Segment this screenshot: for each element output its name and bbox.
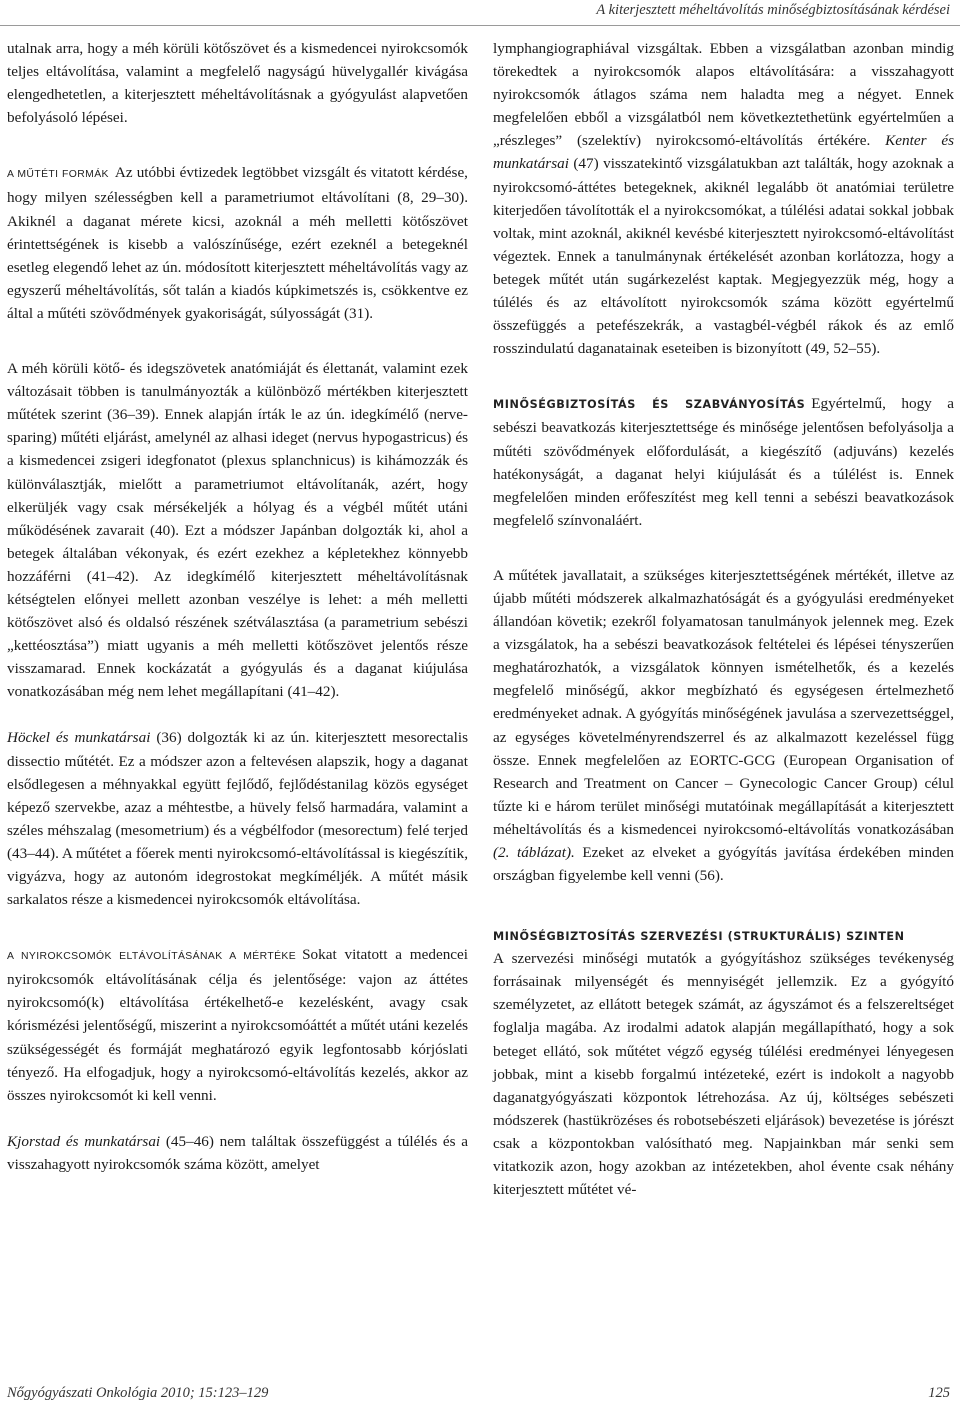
paragraph-text: (36) dolgozták ki az ún. kiterjesztett mesorectalis dissectio műtétét. Ez a módszer azon a feltevésen alapszik, hogy a daganat elsődlegesen a méhnyakkal együtt fejlődő, fejlődéstanilag közös egységet képező szervekbe, azaz a méhtestbe, a hüvely felső harmadára, valamint a széles méhszalag (mesometrium) és a végbélfodor (mesorectum) felé terjed (43–44). A műtétet a főerek menti nyirokcsomó-eltávolítással is kiegészítik, vigyázva, hogy az autonóm idegrostokat megkíméljék. A műtét másik sarkalatos része a kismedencei nyirokcsomók eltávolítása. (7, 729, 469, 909)
journal-citation: Nőgyógyászati Onkológia 2010; 15:123–129 (7, 1385, 269, 1401)
header-rule (0, 25, 960, 26)
section-muteti-formak (7, 161, 468, 325)
author-citation: Kjorstad és munkatársai (7, 1132, 161, 1150)
paragraph (493, 564, 954, 887)
paragraph (493, 37, 954, 360)
section-minosegbiztositas (493, 392, 954, 532)
author-citation: Höckel és munkatársai (7, 729, 151, 747)
paragraph-text: (45–46) nem találtak összefüggést a túlélés és a visszahagyott nyirokcsomók száma között, amelyet (7, 1132, 469, 1173)
section-text: Az utóbbi évtizedek legtöbbet vizsgált és vitatott kérdése, hogy milyen szélességben kell a parametriumot eltávolítani (8, 29–30). Akiknél a daganat mérete kicsi, azoknál a méh melletti kötőszövet érintettségének is kisebb a valószínűsége, ezért ezeknél a betegeknél esetleg elegendő lehet az ún. módosított kiterjesztett méheltávolítás vagy az egyszerű méheltávolítás, sőt talán a kiadós kúpkimetszés is, csökkentve ez által a műtéti szövődmények gyakoriságát, súlyosságát (31). (7, 164, 468, 322)
section-heading: A NYIROKCSOMÓK ELTÁVOLÍTÁSÁNAK A MÉRTÉKE (7, 951, 297, 963)
table-reference: (2. táblázat). (493, 844, 575, 861)
paragraph (7, 1130, 468, 1176)
section-strukturalis (493, 927, 954, 1201)
paragraph-text: (47) visszatekintő vizsgálatukban azt találták, hogy azoknak a nyirokcsomó-áttétes betegeknek, akiknél legalább öt anatómiai területre kiterjedően távolították el a nyirokcsomókat, a túlélési adatai sokkal jobbak voltak, mint azoknál, akiknél kevésbé kiterjesztett nyirokcsomó-eltávolítást végeztek. Ennek a tanulmánynak értékelését azonban korlátozza, hogy a betegek műtét után sugárkezelést kaptak. Megjegyezzük még, hogy a túlélés és az eltávolított nyirokcsomók száma között egyértelmű összefüggés a petefészekrák, a vastagbél-végbél rákok és az emlő rosszindulatú daganatainak eseteiben is bizonyított (49, 52–55). (493, 155, 954, 358)
paragraph-text: lymphangiographiával vizsgáltak. Ebben a vizsgálatban azonban mindig törekedtek a nyirokcsomók alapos eltávolítására: a visszahagyott nyirokcsomók átlagos száma nem haladta meg a négyet. Ennek megfelelően ebből a vizsgálatból nem következtethetünk egyértelműen a „részleges” (szelektív) nyirokcsomó-eltávolítás értékére. (493, 40, 954, 150)
running-head: A kiterjesztett méheltávolítás minőségbiztosításának kérdései (596, 2, 950, 18)
paragraph: A méh körüli kötő- és idegszövetek anatómiáját és élettanát, valamint ezek változásait többen is tanulmányozták a különböző mértékben kiterjesztett műtétek szerint (36–39). Ennek alapján írták le az ún. idegkímélő (nerve-sparing) műtéti eljárást, amelynél az alhasi ideget (nervus hypogastricus) és a kismedencei zsigeri idegfonatot (plexus splanchnicus) is kihámozzák és különválasztják, mielőtt a parametriumot eltávolítanák, azért, hogy elkerüljék vagy csak mérsékeljék a hólyag és a végbél műtét utáni működésének zavarait (40). Ezt a módszer Japánban dolgozták ki, ahol a betegek általában vékonyak, és ezért ezekhez a képletekhez könnyebb hozzáférni (41–42). Az idegkímélő kiterjesztett méheltávolításnak kétségtelen előnyei mellett azonban veszélye is lehet: a méh melletti kötőszövet alsó és oldalsó részének szétválasztása (a parametrium sebészi „kettéosztása”) miatt ugyanis a méh melletti kötőszövet jelentős része visszamarad. Ennek kockázatát a gyógyulás és a daganat kiújulása vonatkozásában még nem lehet megállapítani (41–42). (7, 360, 468, 701)
paragraph (7, 726, 468, 911)
paragraph: utalnak arra, hogy a méh körüli kötőszövet és a kismedencei nyirokcsomók teljes eltávolítása, valamint a megfelelő nagyságú hüvelygallér kivágása elengedhetetlen, a kiterjesztett méheltávolításnak a gyógyulást alapvetően befolyásoló lépései. (7, 40, 468, 127)
paragraph-text: Ezeket az elveket a gyógyítás javítása érdekében minden országban figyelembe kell venni (56). (493, 844, 955, 885)
section-heading: A MŰTÉTI FORMÁK (7, 169, 109, 181)
section-heading: MINŐSÉGBIZTOSÍTÁS ÉS SZABVÁNYOSÍTÁS (493, 398, 806, 412)
right-column (493, 37, 954, 1201)
section-text: Egyértelmű, hogy a sebészi beavatkozás kiterjesztettsége és minősége jelentősen befolyásolja a műtéti szövődmények előfordulását, a kiegészítő (adjuváns) kezelés hatékonyságát, a daganat helyi kiújulását és a túlélést is. Ennek megfelelően minden erőfeszítést meg kell tenni a sebészi beavatkozások megfelelő színvonaláért. (493, 395, 954, 529)
paragraph-text: A műtétek javallatait, a szükséges kiterjesztettségének mértékét, illetve az újabb műtéti módszerek alkalmazhatóságát és a gyógyulási eredményeket állandóan követik; ezekről folyamatosan tanulmányok jelennek meg. Ezek a vizsgálatok, ha a sebészi beavatkozások feltételei és lépései tényszerűen meghatározhatók, a vizsgálatok könnyen ismételhetők, és a kezelés megfelelő minőségű, akkor megbízható és egységesen értelmezhető eredményeket adnak. A gyógyítás minőségének javulása a szervezettséggel, az egységes követelményrendszerrel és az alkalmazott kezeléssel függ össze. Ennek megfelelően az EORTC-GCG (European Organisation of Research and Treatment on Cancer – Gynecologic Cancer Group) célul tűzte ki e három terület minőségi mutatóinak megállapítását a kiterjesztett méheltávolítás és a kismedencei nyirokcsomó-eltávolítás vonatkozásában (493, 566, 954, 838)
section-nyirokcsomok (7, 943, 468, 1107)
section-text: A szervezési minőségi mutatók a gyógyításhoz szükséges tevékenység forrásainak milyenségét és mennyiségét jellemzik. Ez a gyógyító személyzetet, az ellátott betegek számát, az ágyszámot és a felszereltséget foglalja magába. Az irodalmi adatok alapján megállapítható, hogy a sok beteget ellátó, sok műtétet végző egység túlélési eredményei lényegesen jobbak, mint a kisebb forgalmú intézeteké, ezért is indokolt a nagyobb daganatgyógyászati központok létrehozása. Az új, költséges sebészeti módszerek (hastükrözéses és robotsebészeti eljárások) bevezetése is jórészt csak a központokban valósítható meg. Napjainkban már senki sem vitatkozik azon, hogy azokban az intézetekben, ahol évente csak néhány kiterjesztett műtétet vé- (493, 950, 954, 1199)
left-column (7, 37, 468, 1176)
page-number: 125 (928, 1385, 950, 1401)
author-citation: Kenter és munkatársai (493, 132, 954, 173)
section-text: Sokat vitatott a medencei nyirokcsomók eltávolításának célja és jelentősége: vajon az áttétes nyirokcsomó(k) eltávolítása értékelhető-e kezelésként, avagy csak kórismézési jelentőségű, miszerint a nyirokcsomóáttét a műtét utáni kezelés szükségességét és formáját meghatározó egyik legfontosabb kórjóslati tényező. Ha elfogadjuk, hogy a nyirokcsomó-eltávolítás kezelés, akkor az összes nyirokcsomót ki kell venni. (7, 946, 468, 1104)
section-heading: MINŐSÉGBIZTOSÍTÁS SZERVEZÉSI (STRUKTURÁLIS) SZINTEN (493, 930, 905, 944)
